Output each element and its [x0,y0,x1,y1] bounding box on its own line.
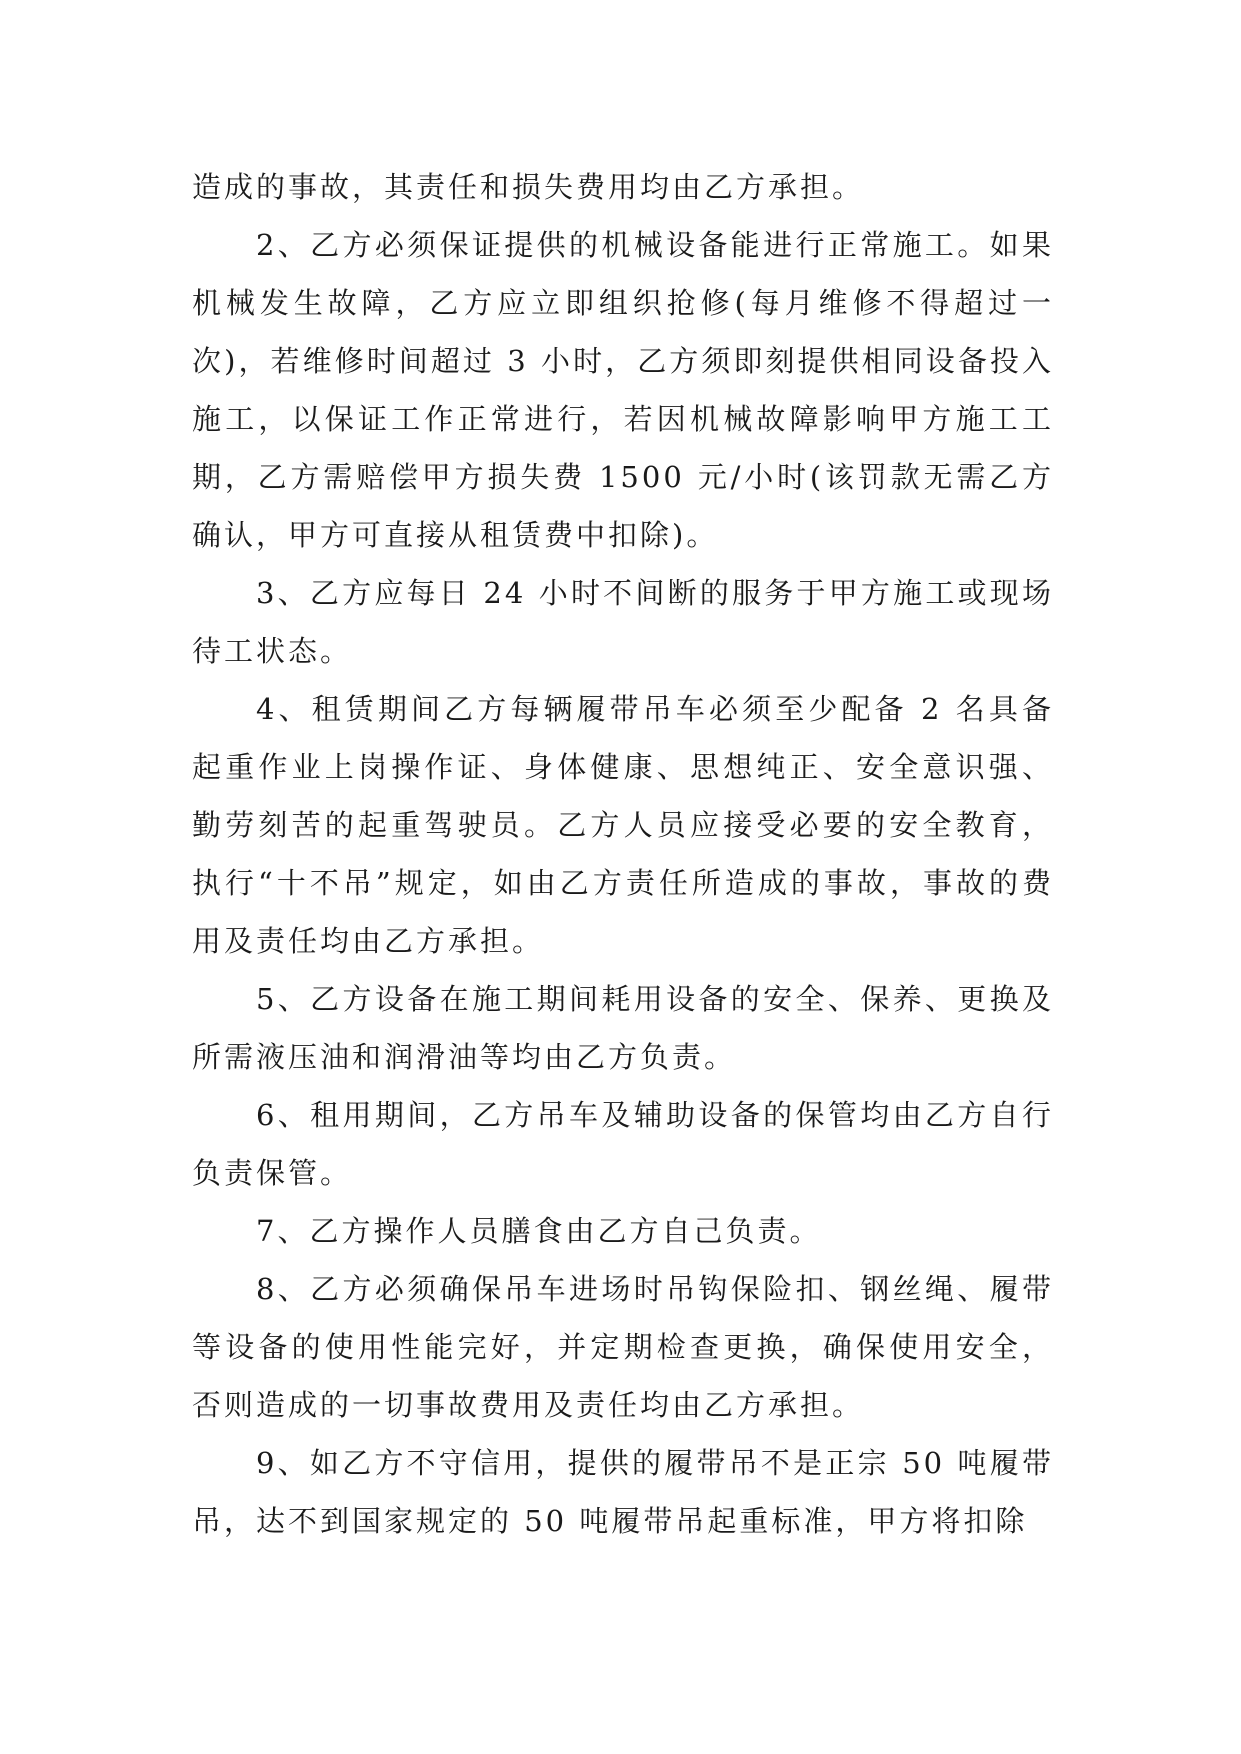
clause-5: 5、乙方设备在施工期间耗用设备的安全、保养、更换及所需液压油和润滑油等均由乙方负责。 [192,982,1054,1074]
clause-2: 2、乙方必须保证提供的机械设备能进行正常施工。如果机械发生故障，乙方应立即组织抢修(每月维修不得超过一次)，若维修时间超过 3 小时，乙方须即刻提供相同设备投入施工，以保证工作正常进行，若因机械故障影响甲方施工工期，乙方需赔偿甲方损失费 1500 元/小时(该罚款无需乙方确认，甲方可直接从租赁费中扣除)。 [192,228,1054,552]
document-body [192,158,1054,1550]
clause-7: 7、乙方操作人员膳食由乙方自己负责。 [256,1214,822,1248]
clause-6: 6、租用期间，乙方吊车及辅助设备的保管均由乙方自行负责保管。 [192,1098,1054,1190]
clause-3: 3、乙方应每日 24 小时不间断的服务于甲方施工或现场待工状态。 [192,576,1054,668]
clause-9: 9、如乙方不守信用，提供的履带吊不是正宗 50 吨履带吊，达不到国家规定的 50 吨履带吊起重标准，甲方将扣除 [192,1446,1054,1538]
clause-8: 8、乙方必须确保吊车进场时吊钩保险扣、钢丝绳、履带等设备的使用性能完好，并定期检查更换，确保使用安全，否则造成的一切事故费用及责任均由乙方承担。 [192,1272,1054,1422]
paragraph-continuation: 造成的事故，其责任和损失费用均由乙方承担。 [192,170,865,204]
clause-4: 4、租赁期间乙方每辆履带吊车必须至少配备 2 名具备起重作业上岗操作证、身体健康、思想纯正、安全意识强、勤劳刻苦的起重驾驶员。乙方人员应接受必要的安全教育，执行“十不吊”规定，如由乙方责任所造成的事故，事故的费用及责任均由乙方承担。 [192,692,1054,958]
